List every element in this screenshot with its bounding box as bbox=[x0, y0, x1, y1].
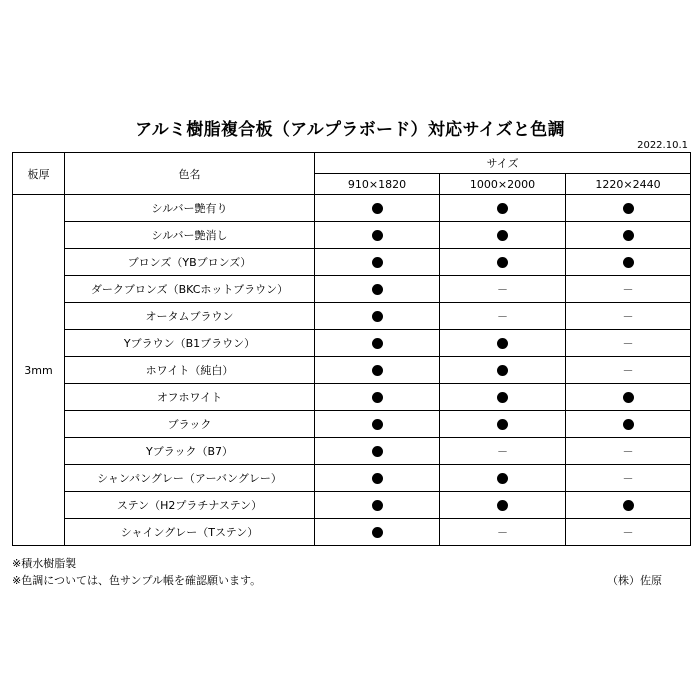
availability-cell bbox=[566, 276, 691, 303]
header-size-1220x2440: 1220×2440 bbox=[566, 174, 691, 195]
table-row bbox=[13, 249, 691, 276]
availability-cell bbox=[440, 195, 566, 222]
availability-cell bbox=[440, 330, 566, 357]
availability-cell bbox=[440, 465, 566, 492]
unavailable-dash: － bbox=[622, 444, 634, 458]
available-dot-icon bbox=[497, 419, 508, 430]
document-date: 2022.10.1 bbox=[637, 140, 688, 151]
availability-cell bbox=[315, 303, 440, 330]
available-dot-icon bbox=[372, 473, 383, 484]
availability-cell bbox=[440, 411, 566, 438]
availability-cell bbox=[315, 222, 440, 249]
availability-cell bbox=[315, 438, 440, 465]
availability-cell bbox=[440, 492, 566, 519]
header-size-910x1820: 910×1820 bbox=[315, 174, 440, 195]
unavailable-dash: － bbox=[497, 525, 508, 539]
unavailable-dash: － bbox=[622, 363, 634, 377]
availability-cell bbox=[440, 276, 566, 303]
unavailable-dash: － bbox=[622, 471, 634, 485]
available-dot-icon bbox=[497, 473, 508, 484]
color-name-cell: シャンパングレー（アーバングレー） bbox=[65, 465, 315, 492]
unavailable-dash: － bbox=[497, 309, 508, 323]
available-dot-icon bbox=[372, 392, 383, 403]
availability-cell bbox=[440, 249, 566, 276]
unavailable-dash: － bbox=[497, 282, 508, 296]
availability-cell bbox=[566, 411, 691, 438]
color-name-cell: Yブラック（B7） bbox=[65, 438, 315, 465]
available-dot-icon bbox=[372, 338, 383, 349]
available-dot-icon bbox=[372, 365, 383, 376]
availability-cell bbox=[566, 195, 691, 222]
company-name: （株）佐原 bbox=[607, 574, 662, 587]
note-color-sample: ※色調については、色サンプル帳を確認願います。 bbox=[12, 574, 262, 587]
availability-cell bbox=[566, 492, 691, 519]
color-name-cell: シルバー艶消し bbox=[65, 222, 315, 249]
available-dot-icon bbox=[623, 419, 634, 430]
table-row bbox=[13, 330, 691, 357]
unavailable-dash: － bbox=[622, 282, 634, 296]
color-name-cell: オフホワイト bbox=[65, 384, 315, 411]
availability-cell bbox=[566, 438, 691, 465]
unavailable-dash: － bbox=[622, 336, 634, 350]
available-dot-icon bbox=[497, 230, 508, 241]
color-name-cell: ダークブロンズ（BKCホットブラウン） bbox=[65, 276, 315, 303]
available-dot-icon bbox=[372, 284, 383, 295]
availability-cell bbox=[566, 222, 691, 249]
available-dot-icon bbox=[497, 338, 508, 349]
table-row bbox=[13, 492, 691, 519]
thickness-cell: 3mm bbox=[13, 195, 65, 546]
table-row bbox=[13, 465, 691, 492]
availability-cell bbox=[566, 384, 691, 411]
note-manufacturer: ※積水樹脂製 bbox=[12, 557, 77, 570]
availability-cell bbox=[440, 357, 566, 384]
availability-cell bbox=[315, 519, 440, 546]
availability-cell bbox=[440, 519, 566, 546]
color-name-cell: ブラック bbox=[65, 411, 315, 438]
color-name-cell: ブロンズ（YBブロンズ） bbox=[65, 249, 315, 276]
table-row bbox=[13, 276, 691, 303]
available-dot-icon bbox=[372, 230, 383, 241]
color-name-cell: Yブラウン（B1ブラウン） bbox=[65, 330, 315, 357]
available-dot-icon bbox=[623, 203, 634, 214]
availability-cell bbox=[566, 330, 691, 357]
availability-cell bbox=[315, 465, 440, 492]
availability-cell bbox=[315, 357, 440, 384]
availability-cell bbox=[315, 276, 440, 303]
available-dot-icon bbox=[372, 419, 383, 430]
unavailable-dash: － bbox=[622, 309, 634, 323]
availability-cell bbox=[440, 222, 566, 249]
table-body bbox=[13, 195, 691, 546]
available-dot-icon bbox=[497, 365, 508, 376]
unavailable-dash: － bbox=[497, 444, 508, 458]
availability-cell bbox=[315, 249, 440, 276]
availability-cell bbox=[440, 303, 566, 330]
availability-cell bbox=[315, 195, 440, 222]
color-name-cell: ステン（H2プラチナステン） bbox=[65, 492, 315, 519]
available-dot-icon bbox=[497, 392, 508, 403]
available-dot-icon bbox=[372, 446, 383, 457]
availability-cell bbox=[566, 303, 691, 330]
availability-cell bbox=[566, 249, 691, 276]
available-dot-icon bbox=[623, 392, 634, 403]
document-title: アルミ樹脂複合板（アルプラボード）対応サイズと色調 bbox=[135, 120, 565, 140]
available-dot-icon bbox=[372, 203, 383, 214]
available-dot-icon bbox=[497, 203, 508, 214]
color-name-cell: ホワイト（純白） bbox=[65, 357, 315, 384]
availability-cell bbox=[315, 330, 440, 357]
availability-cell bbox=[315, 384, 440, 411]
unavailable-dash: － bbox=[622, 525, 634, 539]
header-size: サイズ bbox=[315, 153, 691, 174]
availability-cell bbox=[315, 492, 440, 519]
availability-cell bbox=[566, 357, 691, 384]
color-name-cell: シャイングレー（Tステン） bbox=[65, 519, 315, 546]
availability-cell bbox=[566, 519, 691, 546]
availability-cell bbox=[440, 384, 566, 411]
header-size-1000x2000: 1000×2000 bbox=[440, 174, 566, 195]
table-row bbox=[13, 438, 691, 465]
availability-cell bbox=[315, 411, 440, 438]
spec-table bbox=[12, 152, 691, 546]
availability-cell bbox=[566, 465, 691, 492]
available-dot-icon bbox=[372, 500, 383, 511]
table-row bbox=[13, 384, 691, 411]
available-dot-icon bbox=[497, 500, 508, 511]
available-dot-icon bbox=[372, 257, 383, 268]
available-dot-icon bbox=[372, 311, 383, 322]
table-row bbox=[13, 303, 691, 330]
table-header-row bbox=[13, 153, 691, 174]
available-dot-icon bbox=[497, 257, 508, 268]
table-row bbox=[13, 222, 691, 249]
availability-cell bbox=[440, 438, 566, 465]
color-name-cell: オータムブラウン bbox=[65, 303, 315, 330]
table-row bbox=[13, 519, 691, 546]
available-dot-icon bbox=[623, 257, 634, 268]
table-row bbox=[13, 357, 691, 384]
available-dot-icon bbox=[372, 527, 383, 538]
header-thickness: 板厚 bbox=[13, 153, 65, 195]
header-color-name: 色名 bbox=[65, 153, 315, 195]
available-dot-icon bbox=[623, 230, 634, 241]
table-row bbox=[13, 195, 691, 222]
table-row bbox=[13, 411, 691, 438]
available-dot-icon bbox=[623, 500, 634, 511]
color-name-cell: シルバー艶有り bbox=[65, 195, 315, 222]
